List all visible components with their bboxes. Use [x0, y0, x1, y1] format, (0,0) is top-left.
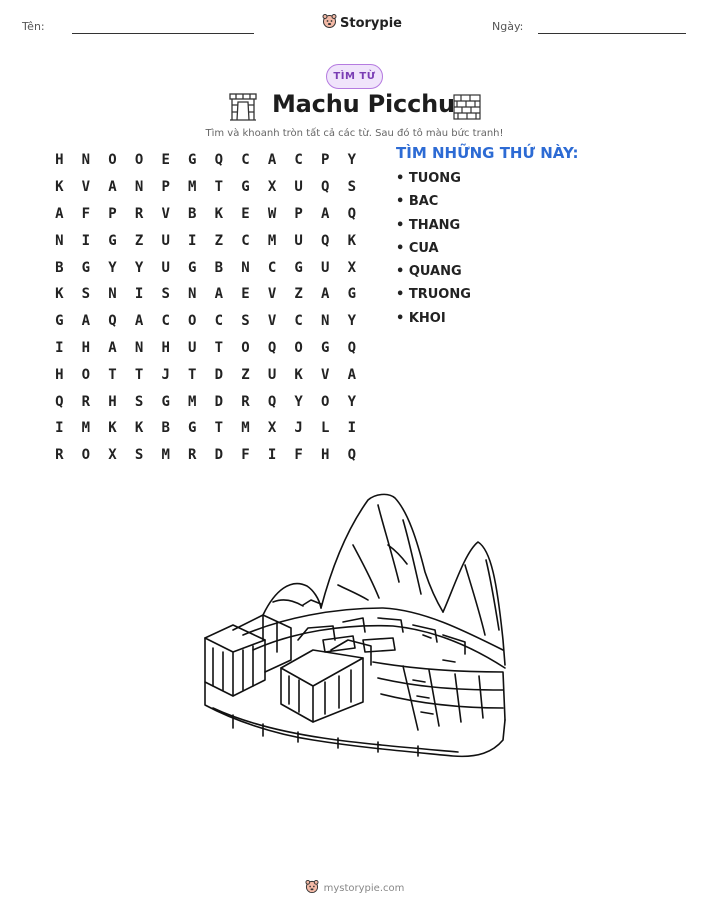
grid-cell[interactable]: R	[134, 205, 144, 222]
grid-cell[interactable]: U	[294, 232, 303, 249]
grid-cell[interactable]: Q	[108, 313, 117, 330]
grid-cell[interactable]: Y	[108, 259, 117, 276]
grid-cell[interactable]: E	[241, 205, 250, 222]
storypie-logo-icon	[322, 13, 337, 33]
footer	[0, 879, 709, 898]
grid-cell[interactable]: S	[134, 393, 144, 410]
grid-cell[interactable]: O	[321, 393, 330, 410]
grid-cell[interactable]: T	[108, 366, 117, 383]
grid-cell[interactable]: C	[161, 313, 170, 330]
grid-cell[interactable]: Y	[347, 152, 357, 169]
grid-cell[interactable]: M	[241, 420, 250, 437]
grid-cell[interactable]: G	[241, 179, 250, 196]
grid-cell[interactable]: U	[161, 259, 170, 276]
grid-row	[46, 361, 365, 388]
grid-cell[interactable]: H	[55, 366, 64, 383]
grid-cell[interactable]: Q	[321, 232, 330, 249]
grid-cell[interactable]: A	[321, 205, 330, 222]
grid-cell[interactable]: C	[241, 152, 250, 169]
footer-url[interactable]: mystorypie.com	[323, 883, 405, 894]
grid-cell[interactable]: N	[81, 152, 91, 169]
grid-cell[interactable]: E	[241, 286, 250, 303]
grid-cell[interactable]: T	[214, 179, 224, 196]
stone-doorway-icon	[228, 92, 258, 126]
grid-row	[46, 442, 365, 469]
grid-cell[interactable]: I	[55, 420, 64, 437]
grid-cell[interactable]: P	[108, 205, 117, 222]
grid-cell[interactable]: F	[294, 447, 303, 464]
grid-cell[interactable]: G	[188, 152, 197, 169]
grid-cell[interactable]: R	[241, 393, 250, 410]
grid-cell[interactable]: A	[321, 286, 330, 303]
grid-cell[interactable]: H	[161, 339, 170, 356]
grid-cell[interactable]: K	[214, 205, 224, 222]
grid-cell[interactable]: U	[294, 179, 303, 196]
grid-cell[interactable]: G	[321, 339, 330, 356]
grid-cell[interactable]: S	[241, 313, 250, 330]
grid-cell[interactable]: S	[347, 179, 357, 196]
grid-cell[interactable]: O	[81, 366, 91, 383]
stone-wall-icon	[453, 94, 481, 124]
word-list	[396, 171, 471, 334]
grid-cell[interactable]: G	[161, 393, 170, 410]
grid-cell[interactable]: D	[214, 366, 224, 383]
name-label: Tên:	[22, 20, 45, 33]
grid-cell[interactable]: N	[321, 313, 330, 330]
word-list-item: • KHOI	[396, 310, 446, 326]
grid-cell[interactable]: C	[241, 232, 250, 249]
grid-cell[interactable]: C	[294, 152, 303, 169]
grid-cell[interactable]: E	[161, 152, 170, 169]
grid-cell[interactable]: R	[81, 393, 91, 410]
grid-cell[interactable]: X	[267, 179, 277, 196]
grid-row	[46, 415, 365, 442]
grid-cell[interactable]: Q	[347, 205, 357, 222]
grid-cell[interactable]: Q	[214, 152, 224, 169]
grid-cell[interactable]: B	[55, 259, 64, 276]
grid-cell[interactable]: N	[55, 232, 64, 249]
grid-cell[interactable]: R	[55, 447, 64, 464]
grid-cell[interactable]: T	[188, 366, 197, 383]
grid-cell[interactable]: T	[214, 339, 224, 356]
instructions: Tìm và khoanh tròn tất cả các từ. Sau đó tô màu bức tranh!	[205, 128, 504, 139]
grid-cell[interactable]: A	[214, 286, 224, 303]
grid-cell[interactable]: G	[55, 313, 64, 330]
grid-row	[46, 174, 365, 201]
grid-cell[interactable]: U	[321, 259, 330, 276]
grid-cell[interactable]: P	[161, 179, 170, 196]
grid-row	[46, 254, 365, 281]
grid-cell[interactable]: C	[294, 313, 303, 330]
grid-cell[interactable]: Q	[267, 339, 277, 356]
grid-cell[interactable]: D	[214, 447, 224, 464]
grid-cell[interactable]: K	[55, 179, 64, 196]
grid-cell[interactable]: V	[267, 313, 277, 330]
grid-cell[interactable]: G	[108, 232, 117, 249]
grid-cell[interactable]: I	[188, 232, 197, 249]
grid-cell[interactable]: Q	[321, 179, 330, 196]
word-list-item: • BAC	[396, 194, 439, 210]
grid-cell[interactable]: I	[81, 232, 91, 249]
grid-cell[interactable]: M	[161, 447, 170, 464]
grid-cell[interactable]: O	[134, 152, 144, 169]
grid-cell[interactable]: A	[347, 366, 357, 383]
grid-cell[interactable]: A	[267, 152, 277, 169]
grid-cell[interactable]: W	[267, 205, 277, 222]
grid-cell[interactable]: N	[108, 286, 117, 303]
grid-cell[interactable]: G	[81, 259, 91, 276]
grid-cell[interactable]: D	[214, 393, 224, 410]
grid-cell[interactable]: M	[188, 393, 197, 410]
grid-cell[interactable]: O	[81, 447, 91, 464]
brand	[322, 13, 402, 33]
grid-cell[interactable]: N	[241, 259, 250, 276]
grid-cell[interactable]: Z	[214, 232, 224, 249]
grid-cell[interactable]: Q	[347, 339, 357, 356]
grid-cell[interactable]: F	[241, 447, 250, 464]
grid-cell[interactable]: I	[134, 286, 144, 303]
grid-row	[46, 308, 365, 335]
grid-cell[interactable]: X	[108, 447, 117, 464]
grid-cell[interactable]: V	[81, 179, 91, 196]
grid-cell[interactable]: N	[134, 339, 144, 356]
brand-name: Storypie	[340, 15, 402, 31]
date-label: Ngày:	[492, 20, 524, 33]
grid-row	[46, 147, 365, 174]
grid-cell[interactable]: O	[294, 339, 303, 356]
storypie-logo-icon	[305, 879, 319, 898]
grid-cell[interactable]: K	[55, 286, 64, 303]
grid-cell[interactable]: X	[347, 259, 357, 276]
grid-cell[interactable]: A	[108, 339, 117, 356]
grid-cell[interactable]: Y	[347, 313, 357, 330]
grid-cell[interactable]: A	[108, 179, 117, 196]
grid-cell[interactable]: U	[188, 339, 197, 356]
grid-cell[interactable]: V	[321, 366, 330, 383]
grid-cell[interactable]: P	[321, 152, 330, 169]
grid-cell[interactable]: Q	[55, 393, 64, 410]
grid-cell[interactable]: H	[81, 339, 91, 356]
grid-cell[interactable]: X	[267, 420, 277, 437]
grid-cell[interactable]: K	[134, 420, 144, 437]
word-list-item: • QUANG	[396, 264, 462, 280]
grid-cell[interactable]: H	[108, 393, 117, 410]
grid-cell[interactable]: O	[188, 313, 197, 330]
grid-cell[interactable]: S	[134, 447, 144, 464]
grid-cell[interactable]: J	[161, 366, 170, 383]
grid-cell[interactable]: A	[55, 205, 64, 222]
grid-cell[interactable]: O	[108, 152, 117, 169]
grid-cell[interactable]: T	[214, 420, 224, 437]
grid-cell[interactable]: B	[188, 205, 197, 222]
grid-row	[46, 201, 365, 228]
grid-cell[interactable]: G	[188, 420, 197, 437]
grid-cell[interactable]: Y	[347, 393, 357, 410]
word-search-grid[interactable]	[46, 147, 365, 469]
grid-cell[interactable]: M	[188, 179, 197, 196]
grid-cell[interactable]: H	[55, 152, 64, 169]
grid-cell[interactable]: K	[108, 420, 117, 437]
category-badge: TÌM TỪ	[326, 64, 383, 89]
word-list-item: • TUONG	[396, 171, 461, 186]
grid-cell[interactable]: V	[267, 286, 277, 303]
grid-cell[interactable]: I	[55, 339, 64, 356]
grid-cell[interactable]: U	[161, 232, 170, 249]
grid-cell[interactable]: N	[134, 179, 144, 196]
grid-cell[interactable]: A	[81, 313, 91, 330]
grid-cell[interactable]: F	[81, 205, 91, 222]
name-line[interactable]	[72, 33, 254, 34]
grid-row	[46, 388, 365, 415]
page-title: Machu Picchu	[272, 90, 455, 118]
word-list-item: • TRUONG	[396, 287, 471, 303]
grid-cell[interactable]: U	[267, 366, 277, 383]
grid-cell[interactable]: K	[347, 232, 357, 249]
grid-cell[interactable]: H	[321, 447, 330, 464]
grid-cell[interactable]: M	[267, 232, 277, 249]
grid-cell[interactable]: P	[294, 205, 303, 222]
grid-cell[interactable]: C	[214, 313, 224, 330]
grid-cell[interactable]: Q	[347, 447, 357, 464]
grid-cell[interactable]: G	[347, 286, 357, 303]
date-line[interactable]	[538, 33, 686, 34]
grid-cell[interactable]: Z	[294, 286, 303, 303]
grid-cell[interactable]: I	[347, 420, 357, 437]
grid-cell[interactable]: N	[188, 286, 197, 303]
grid-row	[46, 227, 365, 254]
grid-cell[interactable]: Y	[294, 393, 303, 410]
grid-row	[46, 281, 365, 308]
word-list-item: • THANG	[396, 217, 461, 233]
grid-cell[interactable]: G	[294, 259, 303, 276]
grid-cell[interactable]: O	[241, 339, 250, 356]
grid-cell[interactable]: B	[161, 420, 170, 437]
find-heading: TÌM NHỮNG THỨ NÀY:	[396, 144, 579, 162]
grid-cell[interactable]: M	[81, 420, 91, 437]
grid-cell[interactable]: Z	[241, 366, 250, 383]
grid-cell[interactable]: C	[267, 259, 277, 276]
grid-cell[interactable]: V	[161, 205, 170, 222]
grid-cell[interactable]: L	[321, 420, 330, 437]
grid-cell[interactable]: A	[134, 313, 144, 330]
machu-picchu-coloring-illustration[interactable]	[203, 490, 508, 769]
grid-row	[46, 335, 365, 362]
grid-cell[interactable]: K	[294, 366, 303, 383]
grid-cell[interactable]: J	[294, 420, 303, 437]
grid-cell[interactable]: T	[134, 366, 144, 383]
grid-cell[interactable]: S	[161, 286, 170, 303]
grid-cell[interactable]: R	[188, 447, 197, 464]
grid-cell[interactable]: Q	[267, 393, 277, 410]
grid-cell[interactable]: G	[188, 259, 197, 276]
grid-cell[interactable]: S	[81, 286, 91, 303]
word-list-item: • CUA	[396, 240, 439, 256]
grid-cell[interactable]: Y	[134, 259, 144, 276]
grid-cell[interactable]: Z	[134, 232, 144, 249]
grid-cell[interactable]: I	[267, 447, 277, 464]
grid-cell[interactable]: B	[214, 259, 224, 276]
